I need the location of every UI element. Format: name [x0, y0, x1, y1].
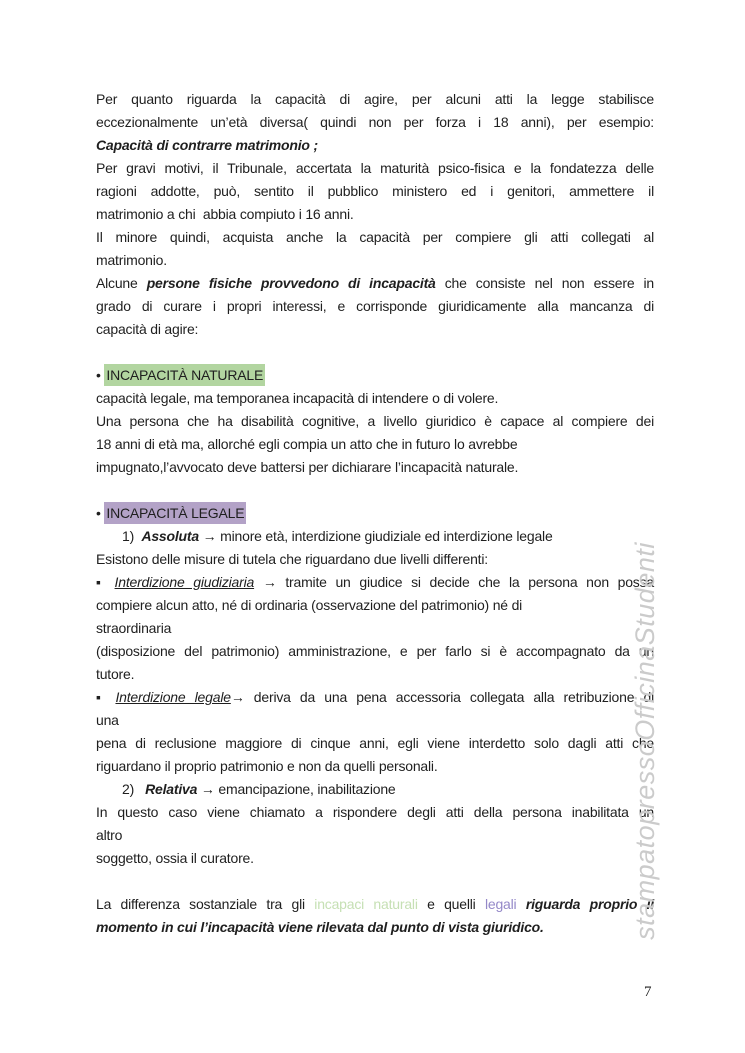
text-run: tutore.	[96, 666, 135, 682]
text-line	[96, 203, 654, 226]
text-run: Esistono delle misure di tutela che riguardano due livelli differenti:	[96, 551, 488, 567]
bold-italic-run: Assoluta	[141, 528, 199, 544]
text-line	[96, 824, 654, 847]
text-line	[96, 111, 654, 134]
text-run: ragioni addotte, può, sentito il pubblico ministero ed i genitori, ammettere il	[96, 183, 654, 199]
text-run: → emancipazione, inabilitazione	[197, 781, 396, 797]
text-line	[96, 157, 654, 180]
text-run: 2)	[122, 781, 146, 797]
text-run: che consiste nel non essere in	[435, 275, 654, 291]
text-line	[96, 755, 654, 778]
text-line	[96, 617, 654, 640]
text-run: altro	[96, 827, 123, 843]
underlined-term: Interdizione giudiziaria	[114, 574, 255, 590]
text-run: ▪	[96, 689, 116, 705]
text-run: Per gravi motivi, il Tribunale, accertata la maturità psico-fisica e la fondatezza delle	[96, 160, 654, 176]
text-line	[96, 663, 654, 686]
text-line	[96, 640, 654, 663]
text-line	[96, 732, 654, 755]
text-run: Una persona che ha disabilità cognitive, a livello giuridico è capace al compiere dei	[96, 413, 654, 429]
underlined-term: Interdizione legale	[115, 689, 231, 705]
text-line	[96, 801, 654, 824]
blank-line	[96, 479, 654, 502]
text-run: straordinaria	[96, 620, 172, 636]
text-run: pena di reclusione maggiore di cinque anni, egli viene interdetto solo dagli atti che	[96, 735, 654, 751]
text-line	[96, 249, 654, 272]
text-line	[96, 134, 654, 157]
bold-italic-run: momento in cui l’incapacità viene rilevata dal punto di vista giuridico.	[96, 919, 544, 935]
text-run: ▪	[96, 574, 115, 590]
green-highlight-term: INCAPACITÀ NATURALE	[104, 364, 265, 386]
text-run: (disposizione del patrimonio) amministrazione, e per farlo si è accompagnato da un	[96, 643, 654, 659]
bold-italic-run: Relativa	[145, 781, 198, 797]
blank-line	[96, 341, 654, 364]
text-line	[96, 226, 654, 249]
text-run: Il minore quindi, acquista anche la capacità per compiere gli atti collegati al	[96, 229, 654, 245]
text-run: impugnato,l’avvocato deve battersi per dichiarare l’incapacità naturale.	[96, 459, 519, 475]
text-run: compiere alcun atto, né di ordinaria (osservazione del patrimonio) né di	[96, 597, 523, 613]
bold-italic-run: Capacità di contrarre matrimonio ;	[96, 137, 318, 153]
text-run: eccezionalmente un’età diversa( quindi non per forza i 18 anni), per esempio:	[96, 114, 654, 130]
text-line	[96, 525, 654, 548]
text-run: capacità di agire:	[96, 321, 199, 337]
text-line	[96, 88, 654, 111]
purple-text-run: legali	[484, 896, 517, 912]
text-run: •	[96, 505, 105, 521]
text-run: 18 anni di età ma, allorché egli compia un atto che in futuro lo avrebbe	[96, 436, 518, 452]
text-run: matrimonio a chi abbia compiuto i 16 anni.	[96, 206, 354, 222]
page-number: 7	[644, 984, 652, 1000]
text-run: La differenza sostanziale tra gli	[96, 896, 315, 912]
text-run: → minore età, interdizione giudiziale ed interdizione legale	[198, 528, 553, 544]
text-run: matrimonio.	[96, 252, 167, 268]
text-run: capacità legale, ma temporanea incapacità di intendere o di volere.	[96, 390, 499, 406]
text-run: •	[96, 367, 105, 383]
bold-italic-run: riguarda proprio il	[525, 896, 654, 912]
text-run: → tramite un giudice si decide che la persona non possa	[254, 574, 654, 590]
text-line	[96, 433, 654, 456]
text-run: Alcune	[96, 275, 147, 291]
text-line	[96, 456, 654, 479]
watermark-text: stampatopressoOfficinaStudenti	[630, 542, 660, 940]
text-line	[96, 272, 654, 295]
text-line	[96, 295, 654, 318]
bold-italic-run: persone fisiche provvedono di incapacità	[146, 275, 436, 291]
text-line	[96, 893, 654, 916]
document-body	[96, 88, 654, 939]
text-line	[96, 778, 654, 801]
text-line	[96, 847, 654, 870]
text-line	[96, 571, 654, 594]
text-run: e quelli	[417, 896, 485, 912]
text-line	[96, 916, 654, 939]
text-run: Per quanto riguarda la capacità di agire, per alcuni atti la legge stabilisce	[96, 91, 654, 107]
text-line	[96, 502, 654, 525]
text-line	[96, 594, 654, 617]
text-run: → deriva da una pena accessoria collegata alla retribuzione di	[230, 689, 654, 705]
text-line	[96, 180, 654, 203]
text-line	[96, 364, 654, 387]
text-run: soggetto, ossia il curatore.	[96, 850, 254, 866]
text-line	[96, 387, 654, 410]
text-line	[96, 686, 654, 709]
text-run	[516, 896, 525, 912]
text-run: grado di curare i propri interessi, e corrisponde giuridicamente alla mancanza di	[96, 298, 654, 314]
text-line	[96, 410, 654, 433]
blank-line	[96, 870, 654, 893]
green-text-run: incapaci naturali	[314, 896, 418, 912]
text-line	[96, 548, 654, 571]
text-line	[96, 318, 654, 341]
text-run: riguardano il proprio patrimonio e non da quelli personali.	[96, 758, 438, 774]
text-run: una	[96, 712, 119, 728]
purple-highlight-term: INCAPACITÀ LEGALE	[104, 502, 246, 524]
text-line	[96, 709, 654, 732]
text-run: 1)	[122, 528, 142, 544]
text-run: In questo caso viene chiamato a rispondere degli atti della persona inabilitata un	[96, 804, 654, 820]
